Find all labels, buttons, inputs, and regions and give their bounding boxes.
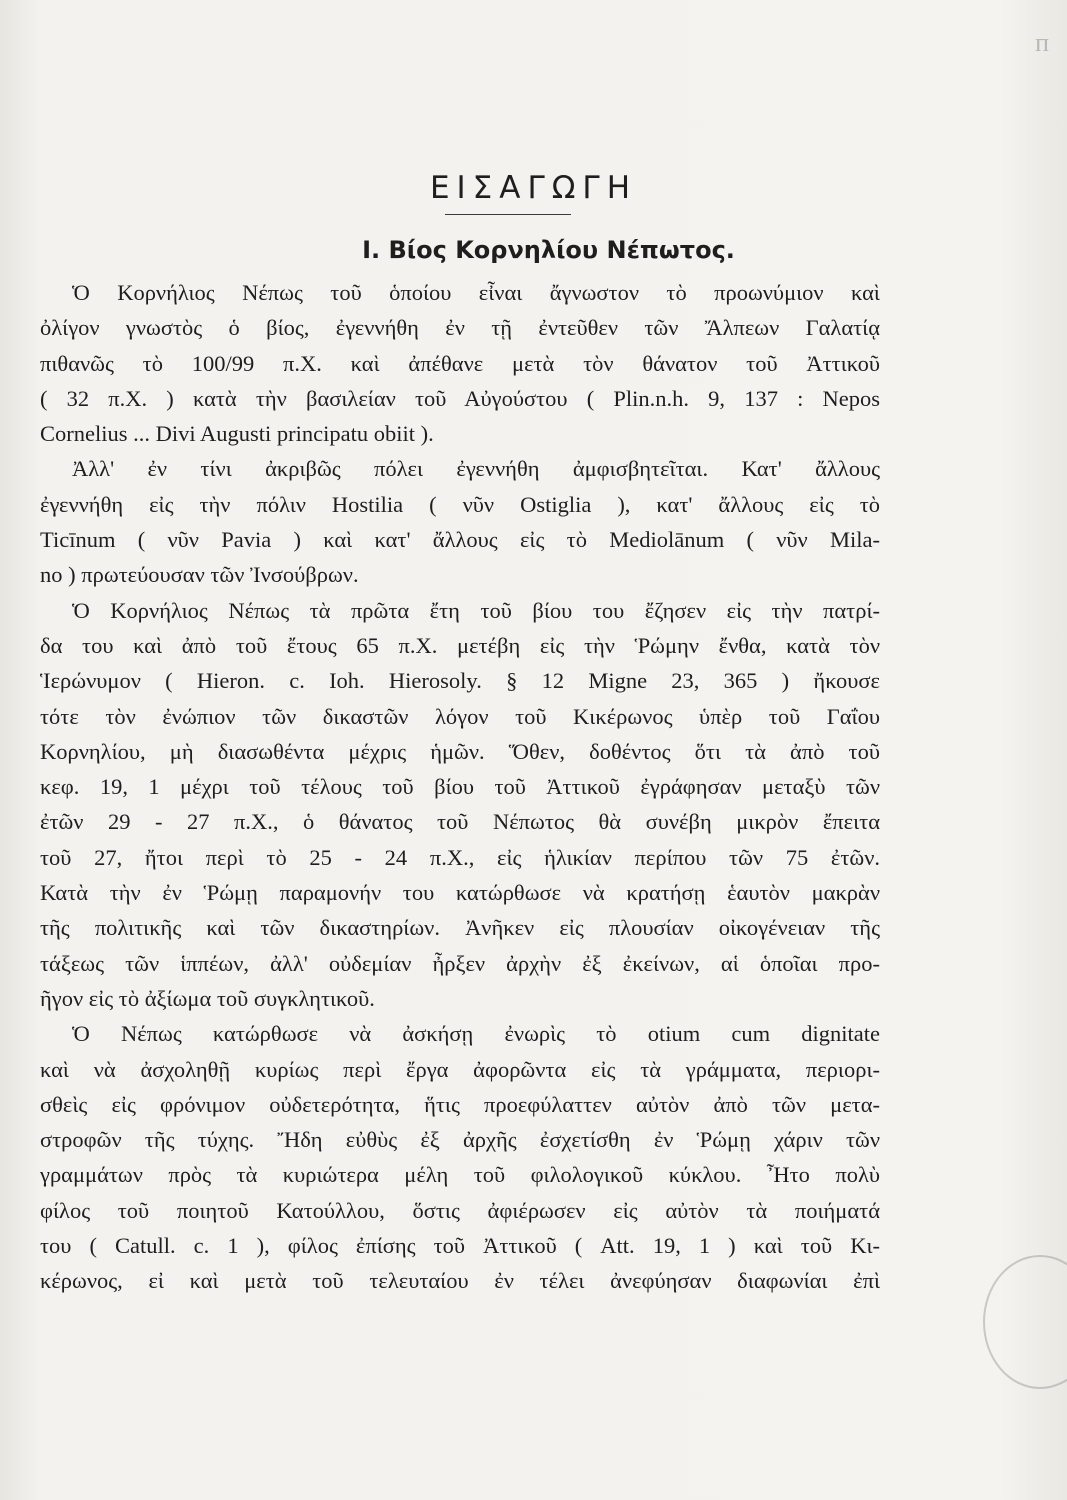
text-line: Ὁ Νέπως κατώρθωσε νὰ ἀσκήσῃ ἐνωρὶς τὸ otium cum dignitate (72, 1021, 880, 1047)
text-line: Ἀλλ' ἐν τίνι ἀκριβῶς πόλει ἐγεννήθη ἀμφισβητεῖται. Κατ' ἄλλους (72, 456, 880, 482)
text-line: τάξεως τῶν ἱππέων, ἀλλ' οὐδεμίαν ἦρξεν ἀρχὴν ἐξ ἐκείνων, αἱ ὁποῖαι προ- (40, 950, 880, 976)
text-line: τῆς πολιτικῆς καὶ τῶν δικαστηρίων. Ἀνῆκεν εἰς πλουσίαν οἰκογένειαν τῆς (40, 915, 880, 941)
page-corner-mark: п (1035, 28, 1049, 57)
title-rule (445, 214, 571, 215)
text-line: τότε τὸν ἐνώπιον τῶν δικαστῶν λόγον τοῦ Κικέρωνος ὑπὲρ τοῦ Γαΐου (40, 703, 880, 729)
text-line: Κορνηλίου, μὴ διασωθέντα μέχρις ἡμῶν. Ὅθεν, δοθέντος ὅτι τὰ ἀπὸ τοῦ (40, 738, 880, 764)
section-heading: Ι. Βίος Κορνηλίου Νέπωτος. (362, 236, 735, 264)
text-line: Ὁ Κορνήλιος Νέπως τὰ πρῶτα ἔτη τοῦ βίου του ἔζησεν εἰς τὴν πατρί- (72, 597, 880, 623)
page-title: ΕΙΣΑΓΩΓΗ (429, 170, 638, 206)
text-line: ἐγεννήθη εἰς τὴν πόλιν Hostilia ( νῦν Ostiglia ), κατ' ἄλλους εἰς τὸ (40, 491, 880, 517)
text-line: τοῦ 27, ἤτοι περὶ τὸ 25 - 24 π.Χ., εἰς ἡλικίαν περίπου τῶν 75 ἐτῶν. (40, 844, 880, 870)
body-text (40, 275, 880, 1299)
text-line: φίλος τοῦ ποιητοῦ Κατούλλου, ὅστις ἀφιέρωσεν εἰς αὐτὸν τὰ ποιήματά (40, 1197, 880, 1223)
text-line: δα του καὶ ἀπὸ τοῦ ἔτους 65 π.Χ. μετέβη εἰς τὴν Ῥώμην ἔνθα, κατὰ τὸν (40, 632, 880, 658)
text-line: καὶ νὰ ἀσχοληθῇ κυρίως περὶ ἔργα ἀφορῶντα εἰς τὰ γράμματα, περιορι- (40, 1056, 880, 1082)
text-line: κέρωνος, εἰ καὶ μετὰ τοῦ τελευταίου ἐν τέλει ἀνεφύησαν διαφωνίαι ἐπὶ (40, 1268, 880, 1294)
text-line: Ticīnum ( νῦν Pavia ) καὶ κατ' ἄλλους εἰς τὸ Mediolānum ( νῦν Mila- (40, 527, 880, 553)
text-line: κεφ. 19, 1 μέχρι τοῦ τέλους τοῦ βίου τοῦ Ἀττικοῦ ἐγράφησαν μεταξὺ τῶν (40, 774, 880, 800)
text-line: πιθανῶς τὸ 100/99 π.Χ. καὶ ἀπέθανε μετὰ τὸν θάνατον τοῦ Ἀττικοῦ (40, 350, 880, 376)
text-line: ὀλίγον γνωστὸς ὁ βίος, ἐγεννήθη ἐν τῇ ἐντεῦθεν τῶν Ἄλπεων Γαλατίᾳ (40, 315, 880, 341)
text-line: no ) πρωτεύουσαν τῶν Ἰνσούβρων. (40, 562, 359, 588)
text-line: Ὁ Κορνήλιος Νέπως τοῦ ὁποίου εἶναι ἄγνωστον τὸ προωνύμιον καὶ (72, 280, 880, 305)
text-line: ( 32 π.Χ. ) κατὰ τὴν βασιλείαν τοῦ Αὐγούστου ( Plin.n.h. 9, 137 : Nepos (40, 385, 880, 411)
text-line: σθεὶς εἰς φρόνιμον οὐδετερότητα, ἥτις προεφύλαττεν αὐτὸν ἀπὸ τῶν μετα- (40, 1091, 880, 1117)
text-line: γραμμάτων πρὸς τὰ κυριώτερα μέλη τοῦ φιλολογικοῦ κύκλου. Ἦτο πολὺ (40, 1162, 880, 1188)
text-line: ἐτῶν 29 - 27 π.Χ., ὁ θάνατος τοῦ Νέπωτος θὰ συνέβη μικρὸν ἔπειτα (40, 809, 880, 835)
text-line: Ἱερώνυμον ( Hieron. c. Ioh. Hierosoly. § 12 Migne 23, 365 ) ἤκουσε (40, 668, 880, 694)
text-line: Κατὰ τὴν ἐν Ῥώμῃ παραμονήν του κατώρθωσε νὰ κρατήσῃ ἑαυτὸν μακρὰν (40, 880, 880, 906)
text-line: Cornelius ... Divi Augusti principatu obiit ). (40, 421, 434, 447)
text-line: ῆγον εἰς τὸ ἀξίωμα τοῦ συγκλητικοῦ. (40, 985, 375, 1011)
text-line: στροφῶν τῆς τύχης. Ἤδη εὐθὺς ἐξ ἀρχῆς ἐσχετίσθη ἐν Ῥώμῃ χάριν τῶν (40, 1127, 880, 1153)
text-line: του ( Catull. c. 1 ), φίλος ἐπίσης τοῦ Ἀττικοῦ ( Att. 19, 1 ) καὶ τοῦ Κι- (40, 1233, 880, 1259)
